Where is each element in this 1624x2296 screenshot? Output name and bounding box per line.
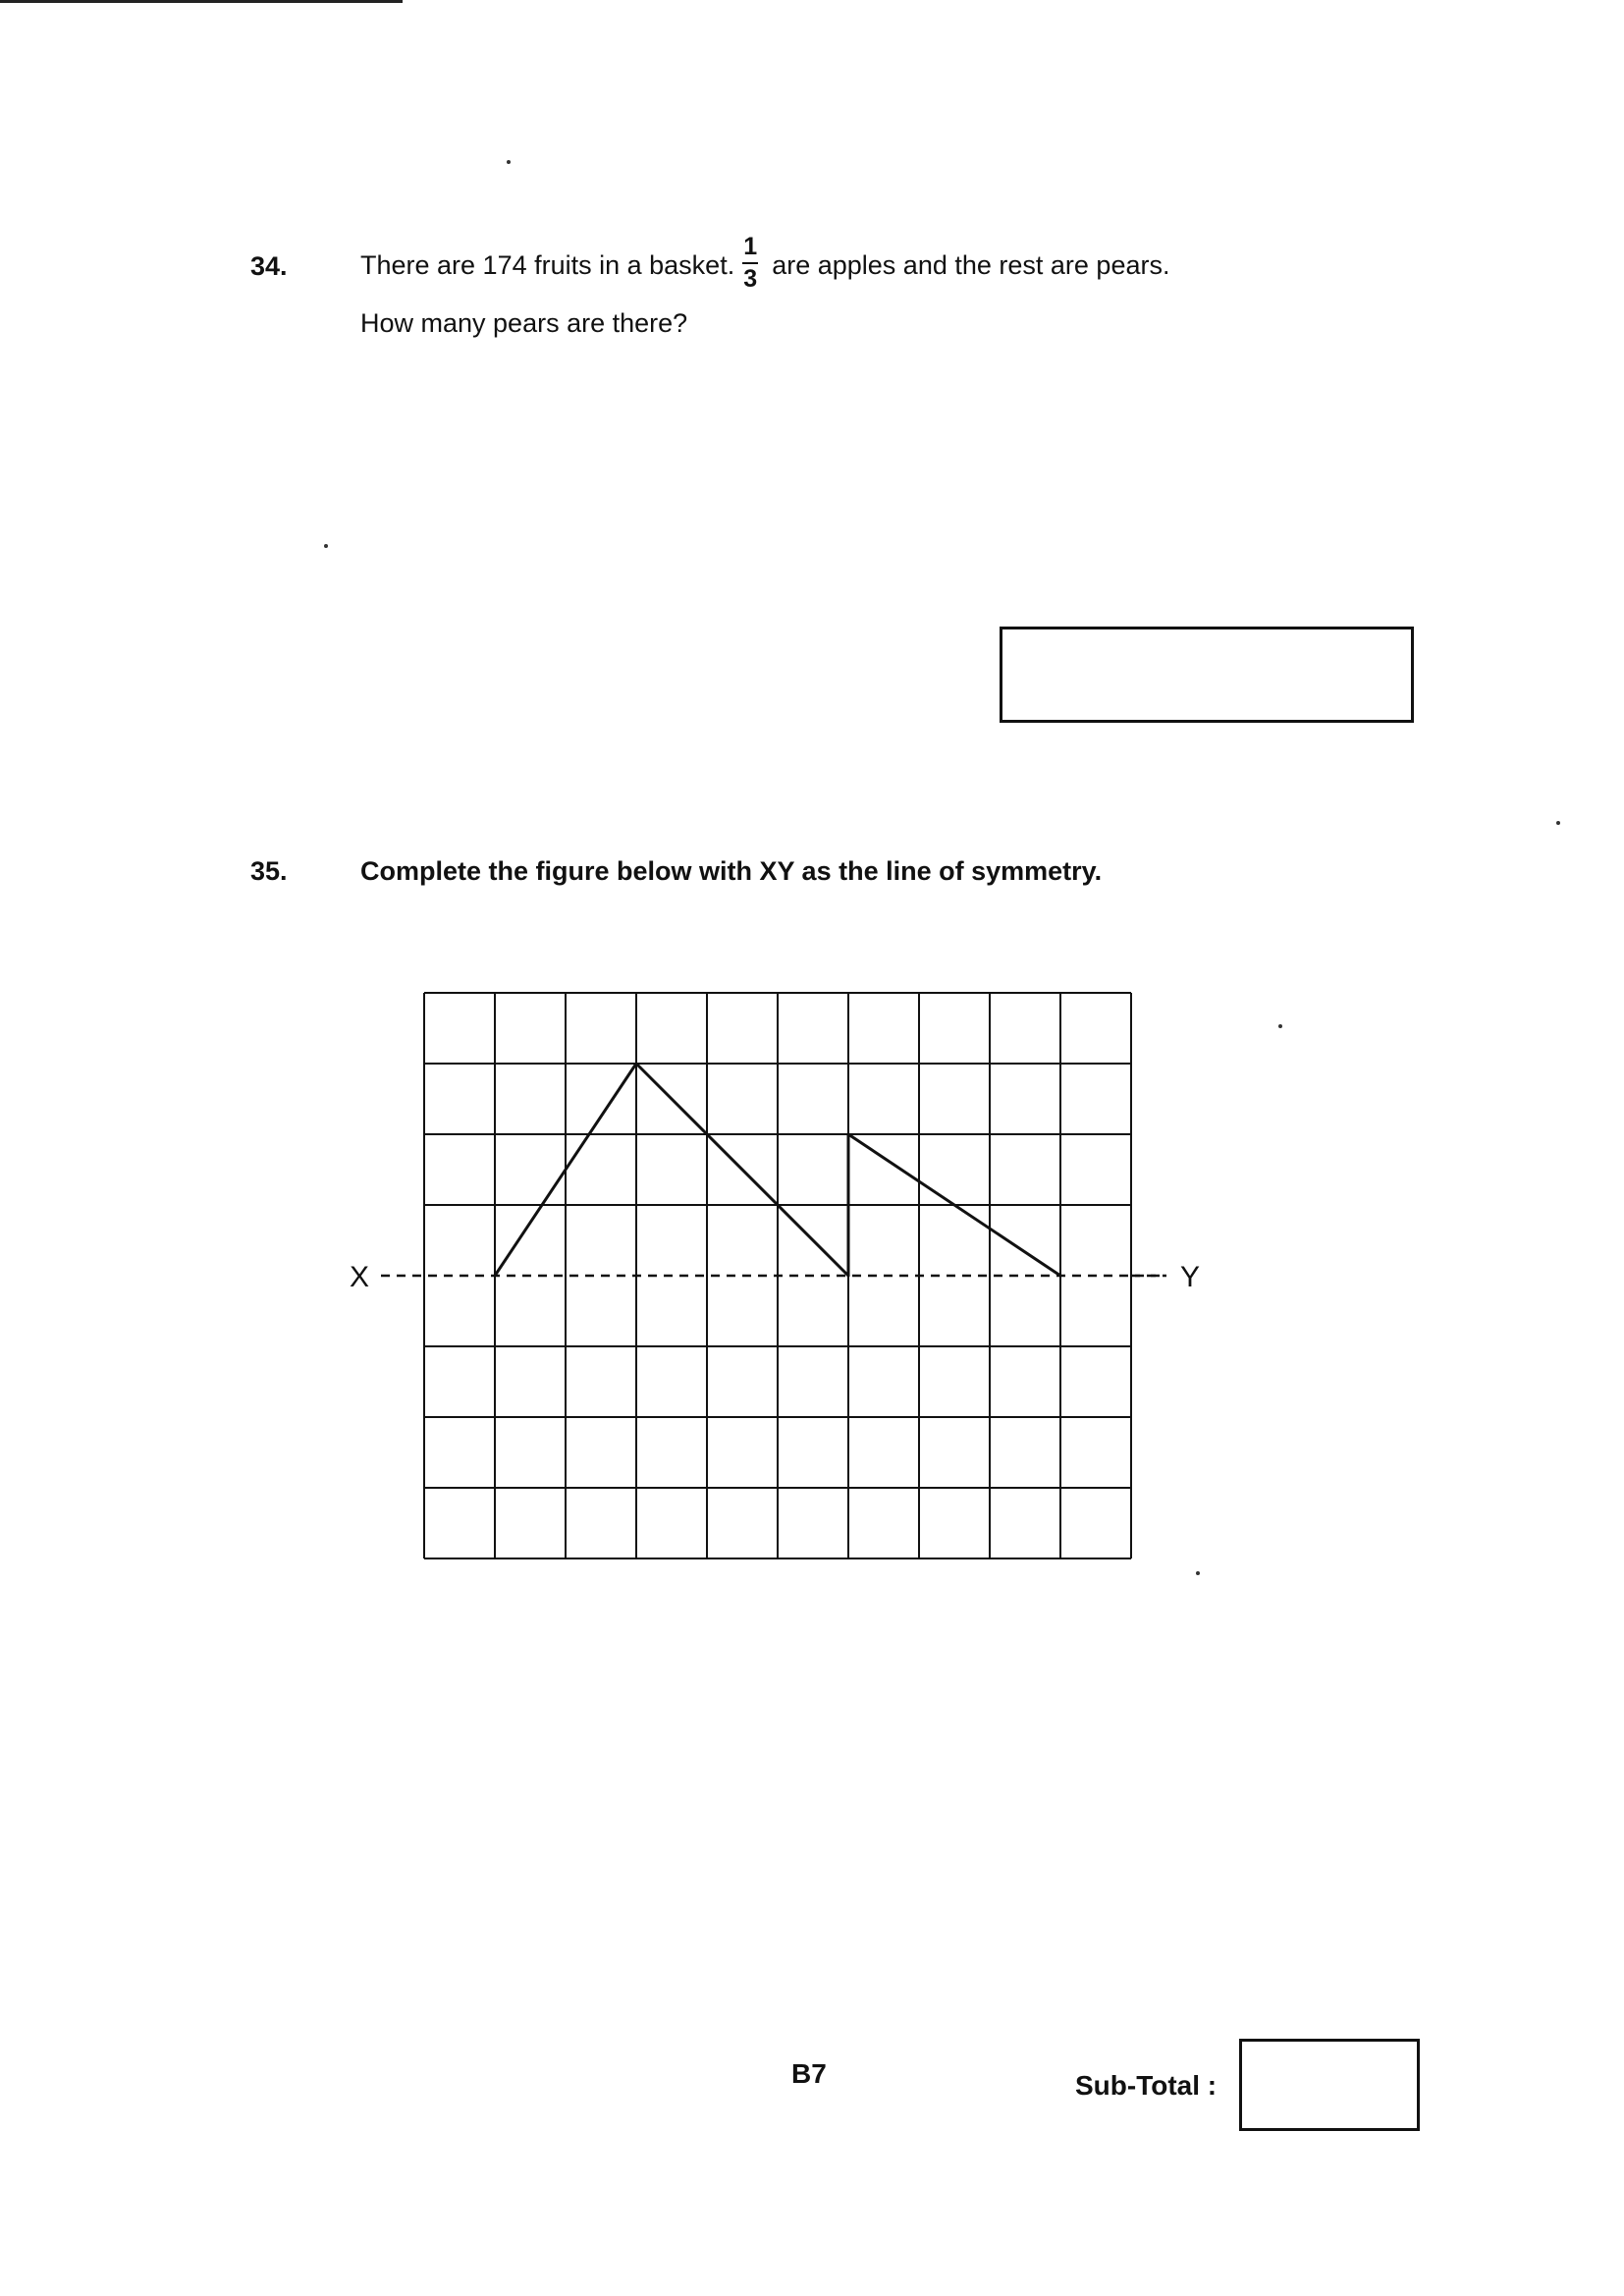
x-label: X: [350, 1261, 370, 1293]
scan-speck: [1278, 1024, 1282, 1028]
question-34-number: 34.: [250, 251, 288, 281]
subtotal-label: Sub-Total :: [1075, 2070, 1218, 2101]
question-35-text: Complete the figure below with XY as the line of symmetry.: [360, 856, 1103, 886]
scan-speck: [1556, 821, 1560, 825]
question-34-line2: How many pears are there?: [360, 308, 688, 338]
page-number: B7: [791, 2058, 827, 2089]
fraction-denominator: 3: [743, 265, 758, 293]
question-34-text-before: There are 174 fruits in a basket.: [360, 250, 735, 281]
fraction-numerator: 1: [743, 233, 758, 260]
figure-segment: [636, 1064, 848, 1276]
scan-speck: [324, 544, 328, 548]
scan-speck: [1196, 1571, 1200, 1575]
y-label: Y: [1180, 1261, 1201, 1293]
question-35-number: 35.: [250, 856, 288, 886]
question-34-text-after: are apples and the rest are pears.: [772, 250, 1170, 281]
subtotal-box[interactable]: [1239, 2039, 1420, 2131]
scan-speck: [507, 160, 511, 164]
